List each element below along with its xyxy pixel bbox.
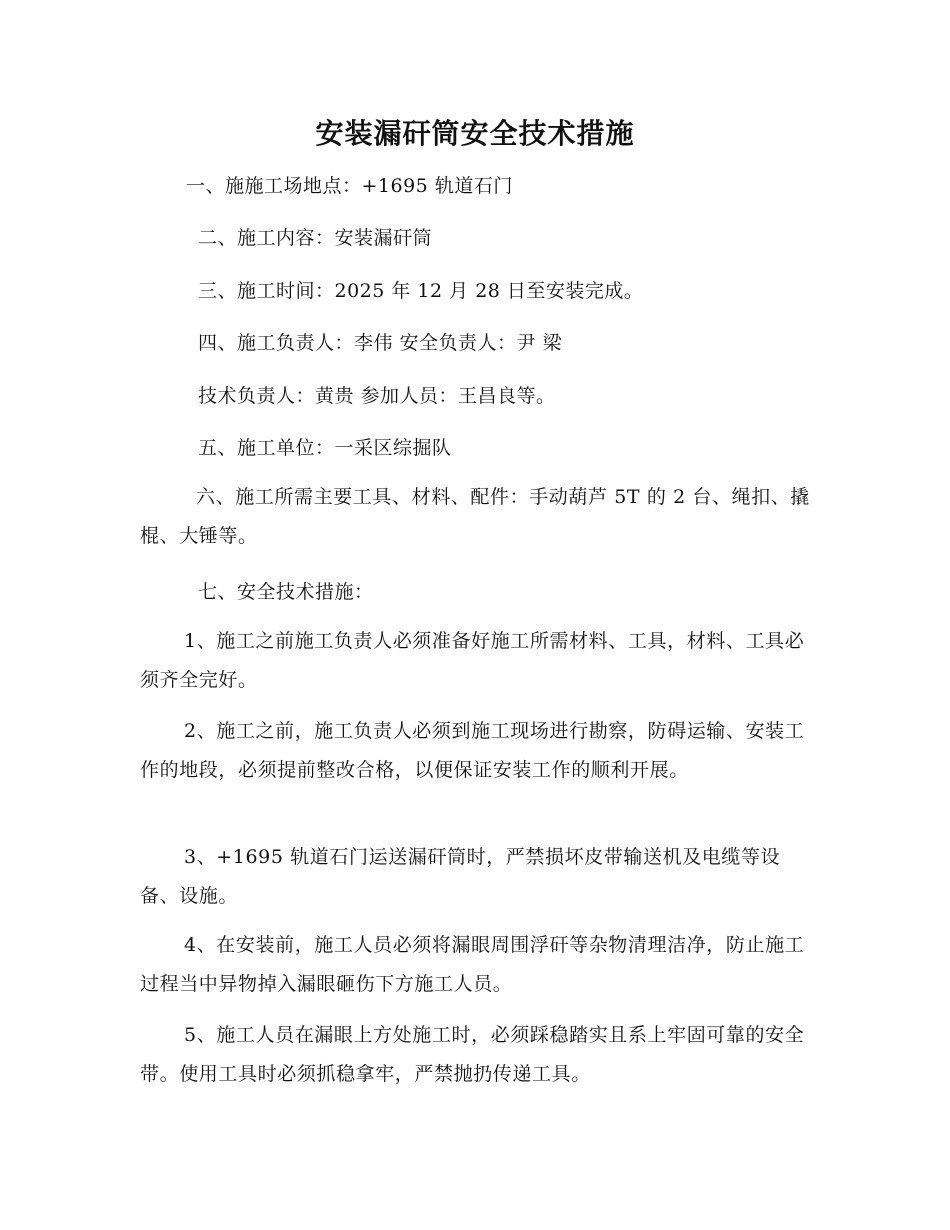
tools-materials-paragraph: 六、施工所需主要工具、材料、配件：手动葫芦 5T 的 2 台、绳扣、撬棍、大锤等。 [140, 486, 811, 547]
measure-item-3: 3、+1695 轨道石门运送漏矸筒时，严禁损坏皮带输送机及电缆等设备、设施。 [140, 846, 781, 907]
work-content-line: 二、施工内容：安装漏矸筒 [198, 227, 433, 249]
measure-item-4: 4、在安装前，施工人员必须将漏眼周围浮矸等杂物清理洁净，防止施工过程当中异物掉入漏眼砸伤下方施工人员。 [140, 934, 805, 995]
technical-persons-line: 技术负责人：黄贵 参加人员：王昌良等。 [198, 385, 556, 407]
work-unit-line: 五、施工单位：一采区综掘队 [198, 437, 452, 459]
measure-item-1: 1、施工之前施工负责人必须准备好施工所需材料、工具，材料、工具必须齐全完好。 [140, 630, 805, 691]
document-title: 安装漏矸筒安全技术措施 [315, 117, 635, 150]
measure-item-5: 5、施工人员在漏眼上方处施工时，必须踩稳踏实且系上牢固可靠的安全带。使用工具时必须抓稳拿牢，严禁抛扔传递工具。 [140, 1024, 805, 1085]
work-time-line: 三、施工时间：2025 年 12 月 28 日至安装完成。 [198, 280, 644, 302]
responsible-persons-line: 四、施工负责人：李伟 安全负责人：尹 梁 [198, 332, 563, 354]
site-location-line: 一、施施工场地点：+1695 轨道石门 [186, 175, 513, 197]
safety-measures-heading: 七、安全技术措施： [198, 581, 374, 603]
measure-item-2: 2、施工之前，施工负责人必须到施工现场进行勘察，防碍运输、安装工作的地段，必须提前整改合格，以便保证安装工作的顺利开展。 [140, 720, 805, 781]
